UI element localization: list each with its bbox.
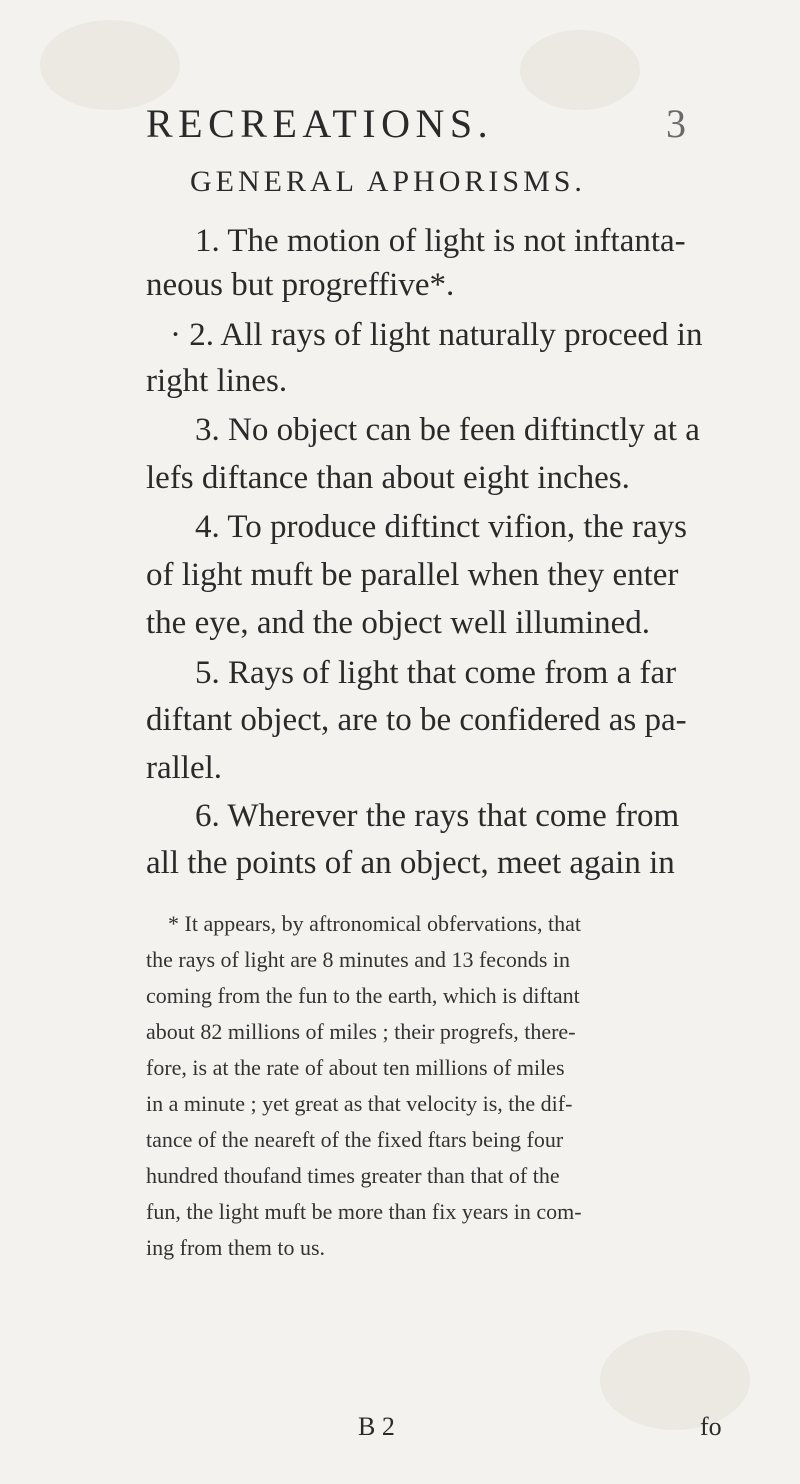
footnote-line: fore, is at the rate of about ten millions of miles [146,1055,565,1080]
body-line: 3. No object can be feen diftinctly at a [195,412,700,448]
body-line: 4. To produce diftinct vifion, the rays [195,509,687,545]
body-line: 5. Rays of light that come from a far [195,655,677,691]
body-line: right lines. [146,363,288,399]
paper-stain [40,20,180,110]
footnote-line: about 82 millions of miles ; their progrefs, there- [146,1019,576,1044]
footnote-line: in a minute ; yet great as that velocity is, the dif- [146,1091,573,1116]
footnote-line: ing from them to us. [146,1235,326,1260]
body-line: diftant object, are to be confidered as pa- [146,702,687,738]
footnote-line: hundred thoufand times greater than that of the [146,1163,560,1188]
body-line: the eye, and the object well illumined. [146,605,651,641]
footnote-line: fun, the light muft be more than fix years in com- [146,1199,582,1224]
page-number: 3 [666,101,686,146]
footnote-line: the rays of light are 8 minutes and 13 feconds in [146,947,571,972]
paper-stain [600,1330,750,1430]
body-line: of light muft be parallel when they enter [146,557,679,593]
body-line: neous but progreffive*. [146,267,455,303]
catchword: fo [700,1412,722,1441]
paper-stain [520,30,640,110]
footnote-line: coming from the fun to the earth, which is diftant [146,983,580,1008]
section-heading: GENERAL APHORISMS. [190,165,586,198]
running-title: RECREATIONS. [146,101,494,146]
body-line: rallel. [146,750,223,786]
body-line: · 2. All rays of light naturally proceed in [170,317,703,353]
body-line: lefs diftance than about eight inches. [146,460,630,496]
body-line: 1. The motion of light is not inftanta- [195,223,686,259]
signature-mark: B 2 [358,1412,395,1441]
body-line: all the points of an object, meet again in [146,845,675,881]
body-line: 6. Wherever the rays that come from [195,798,680,834]
footnote-line: * It appears, by aftronomical obfervations, that [168,911,581,936]
footnote-line: tance of the neareft of the fixed ftars being four [146,1127,564,1152]
